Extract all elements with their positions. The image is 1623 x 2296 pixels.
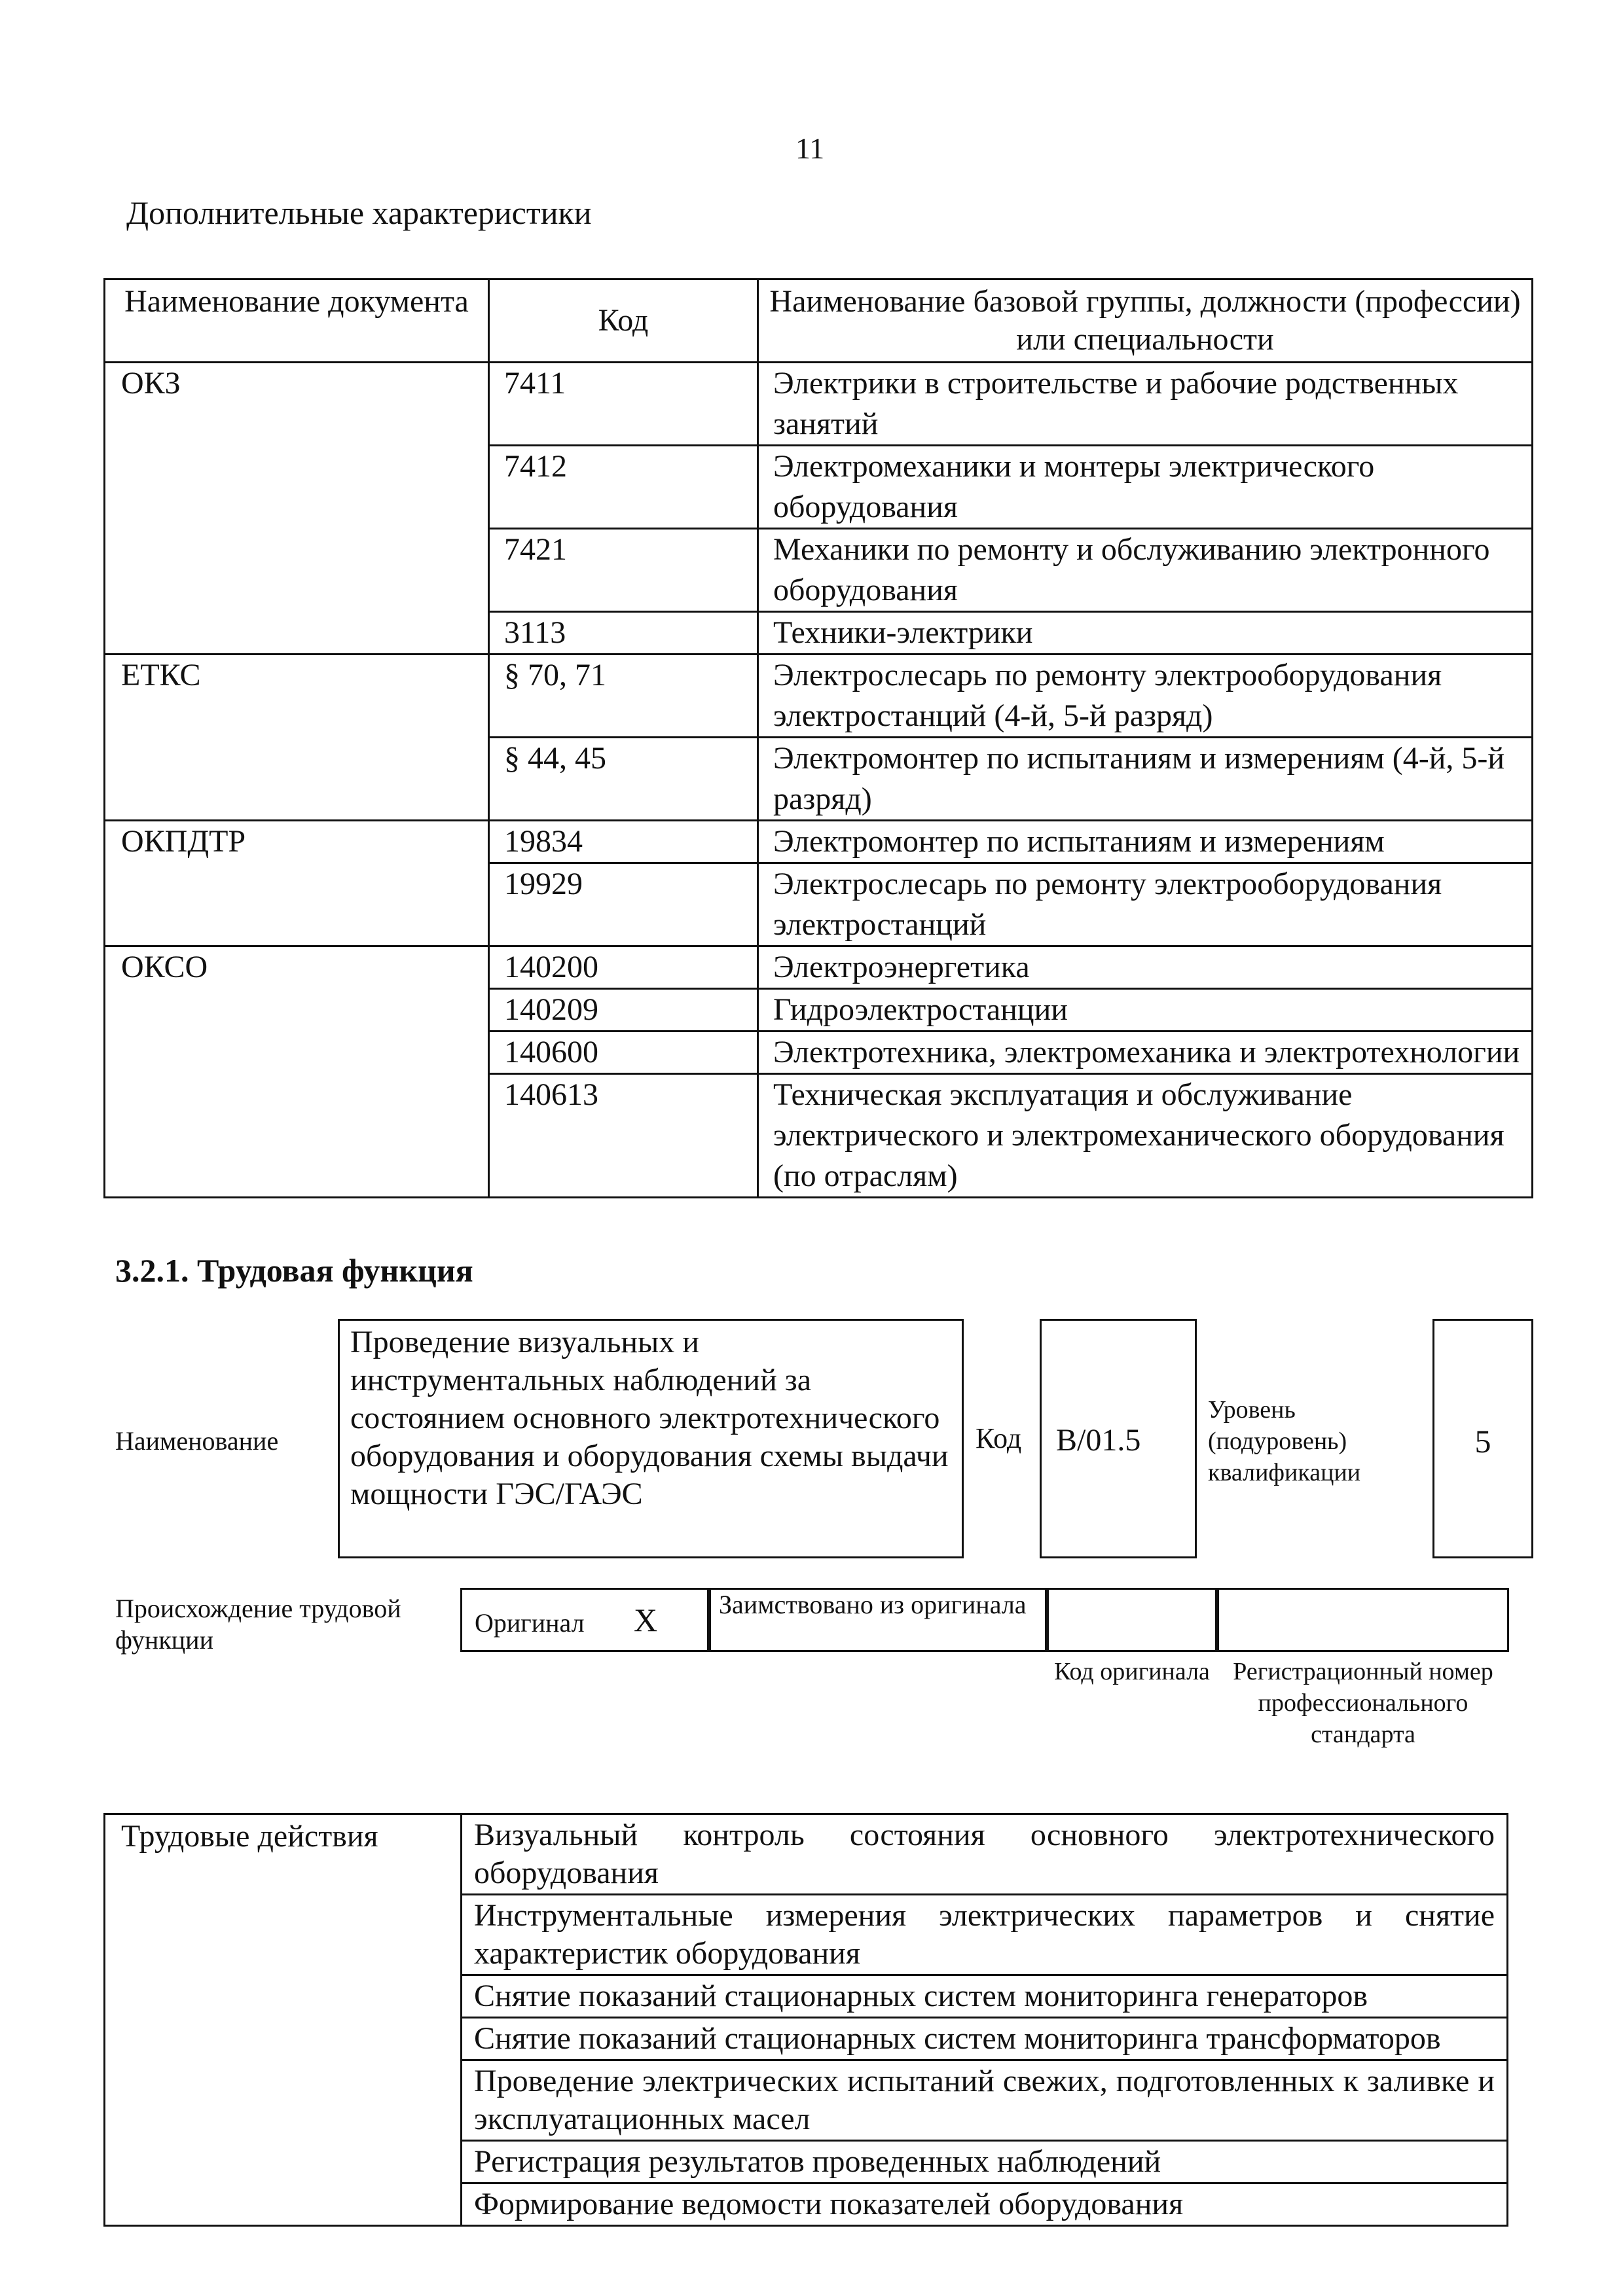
doc-name-cell: ОКСО bbox=[105, 946, 489, 989]
table-row bbox=[105, 446, 1533, 529]
section-title: Дополнительные характеристики bbox=[126, 194, 592, 231]
table-row bbox=[105, 821, 1533, 863]
labor-action-item: Снятие показаний стационарных систем мониторинга трансформаторов bbox=[462, 2018, 1508, 2060]
doc-name-cell-empty bbox=[105, 863, 489, 946]
table-row bbox=[105, 612, 1533, 655]
table-row bbox=[105, 863, 1533, 946]
labor-action-item: Регистрация результатов проведенных наблюдений bbox=[462, 2141, 1508, 2183]
group-name-cell: Гидроэлектростанции bbox=[758, 989, 1533, 1031]
code-cell: 140600 bbox=[489, 1031, 758, 1074]
doc-name-cell-empty bbox=[105, 612, 489, 655]
code-cell: 19929 bbox=[489, 863, 758, 946]
labor-function-name-label: Наименование bbox=[115, 1426, 279, 1456]
doc-name-cell-empty bbox=[105, 1074, 489, 1198]
doc-name-cell-empty bbox=[105, 989, 489, 1031]
group-name-cell: Электротехника, электромеханика и электротехнологии bbox=[758, 1031, 1533, 1074]
group-name-cell: Электроэнергетика bbox=[758, 946, 1533, 989]
header-group-name: Наименование базовой группы, должности (профессии) или специальности bbox=[758, 279, 1533, 363]
labor-function-code: В/01.5 bbox=[1056, 1423, 1141, 1458]
qualification-level-label: Уровень (подуровень) квалификации bbox=[1208, 1396, 1361, 1486]
group-name-cell: Механики по ремонту и обслуживанию электронного оборудования bbox=[758, 529, 1533, 612]
code-cell: § 70, 71 bbox=[489, 655, 758, 738]
doc-name-cell-empty bbox=[105, 446, 489, 529]
labor-actions-label: Трудовые действия bbox=[105, 1814, 462, 2226]
group-name-cell: Электромонтер по испытаниям и измерениям (4-й, 5-й разряд) bbox=[758, 738, 1533, 821]
code-cell: § 44, 45 bbox=[489, 738, 758, 821]
table-row bbox=[105, 1074, 1533, 1198]
table-row bbox=[105, 738, 1533, 821]
qualification-level-box bbox=[1432, 1319, 1533, 1558]
code-cell: 140209 bbox=[489, 989, 758, 1031]
code-cell: 3113 bbox=[489, 612, 758, 655]
labor-actions-table bbox=[103, 1813, 1508, 2227]
doc-name-cell: ЕТКС bbox=[105, 655, 489, 738]
code-cell: 140200 bbox=[489, 946, 758, 989]
table-row bbox=[105, 1031, 1533, 1074]
labor-function-code-box bbox=[1040, 1319, 1197, 1558]
labor-function-code-label: Код bbox=[976, 1422, 1022, 1454]
group-name-cell: Техники-электрики bbox=[758, 612, 1533, 655]
code-cell: 7421 bbox=[489, 529, 758, 612]
group-name-cell: Электромеханики и монтеры электрического оборудования bbox=[758, 446, 1533, 529]
origin-label: Происхождение трудовой функции bbox=[115, 1594, 401, 1655]
table-row bbox=[105, 1814, 1508, 1895]
origin-reg-caption: Регистрационный номер профессионального стандарта bbox=[1233, 1658, 1493, 1748]
origin-borrowed-label: Заимствовано из оригинала bbox=[719, 1590, 1027, 1619]
origin-code-cell bbox=[1047, 1588, 1217, 1652]
table-row bbox=[105, 946, 1533, 989]
labor-function-title: 3.2.1. Трудовая функция bbox=[115, 1252, 473, 1289]
qualification-level-value: 5 bbox=[1474, 1423, 1491, 1460]
labor-action-item: Инструментальные измерения электрических параметров и снятие характеристик оборудования bbox=[462, 1895, 1508, 1975]
code-cell: 7411 bbox=[489, 363, 758, 446]
labor-function-name-box bbox=[338, 1319, 964, 1558]
code-cell: 7412 bbox=[489, 446, 758, 529]
table-row bbox=[105, 529, 1533, 612]
header-doc-name: Наименование документа bbox=[105, 279, 489, 363]
table-header-row bbox=[105, 279, 1533, 363]
table-row bbox=[105, 989, 1533, 1031]
origin-original-label: Оригинал bbox=[475, 1608, 585, 1638]
origin-original-mark: X bbox=[634, 1602, 658, 1638]
labor-action-item: Визуальный контроль состояния основного электротехнического оборудования bbox=[462, 1814, 1508, 1895]
labor-action-item: Проведение электрических испытаний свежих, подготовленных к заливке и эксплуатационных масел bbox=[462, 2060, 1508, 2141]
labor-function-name: Проведение визуальных и инструментальных наблюдений за состоянием основного электротехнического оборудования и оборудования схемы выдачи мощности ГЭС/ГАЭС bbox=[350, 1325, 949, 1511]
labor-action-item: Формирование ведомости показателей оборудования bbox=[462, 2183, 1508, 2226]
group-name-cell: Электрослесарь по ремонту электрооборудования электростанций (4-й, 5-й разряд) bbox=[758, 655, 1533, 738]
group-name-cell: Техническая эксплуатация и обслуживание электрического и электромеханического оборудования (по отраслям) bbox=[758, 1074, 1533, 1198]
group-name-cell: Электрики в строительстве и рабочие родственных занятий bbox=[758, 363, 1533, 446]
group-name-cell: Электромонтер по испытаниям и измерениям bbox=[758, 821, 1533, 863]
page-number: 11 bbox=[795, 132, 825, 165]
labor-action-item: Снятие показаний стационарных систем мониторинга генераторов bbox=[462, 1975, 1508, 2018]
table-row bbox=[105, 363, 1533, 446]
origin-code-caption: Код оригинала bbox=[1054, 1658, 1210, 1685]
header-code: Код bbox=[489, 279, 758, 363]
origin-reg-number-cell bbox=[1217, 1588, 1509, 1652]
doc-name-cell: ОКПДТР bbox=[105, 821, 489, 863]
table-row bbox=[105, 655, 1533, 738]
doc-name-cell: ОКЗ bbox=[105, 363, 489, 446]
doc-name-cell-empty bbox=[105, 1031, 489, 1074]
doc-name-cell-empty bbox=[105, 529, 489, 612]
group-name-cell: Электрослесарь по ремонту электрооборудования электростанций bbox=[758, 863, 1533, 946]
code-cell: 19834 bbox=[489, 821, 758, 863]
characteristics-table bbox=[103, 278, 1533, 1198]
code-cell: 140613 bbox=[489, 1074, 758, 1198]
doc-name-cell-empty bbox=[105, 738, 489, 821]
